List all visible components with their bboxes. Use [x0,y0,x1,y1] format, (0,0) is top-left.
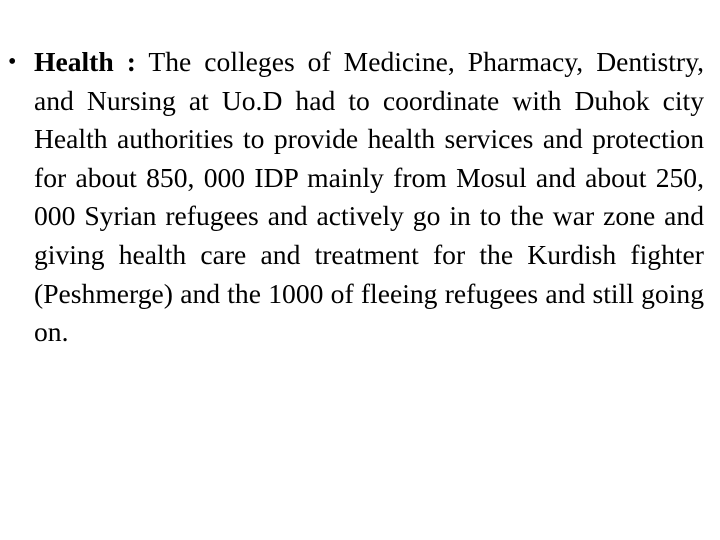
bullet-body: The colleges of Medicine, Pharmacy, Dentistry, and Nursing at Uo.D had to coordinate with Duhok city Health authorities to provide health services and protection for about 850, 000 IDP mainly from Mosul and about 250, 000 Syrian refugees and actively go in to the war zone and giving health care and treatment for the Kurdish fighter (Peshmerge) and the 1000 of fleeing refugees and still going on. [34,46,704,348]
bullet-term: Health : [34,46,136,77]
bullet-paragraph [34,43,704,352]
bullet-dot-icon: • [8,49,17,75]
